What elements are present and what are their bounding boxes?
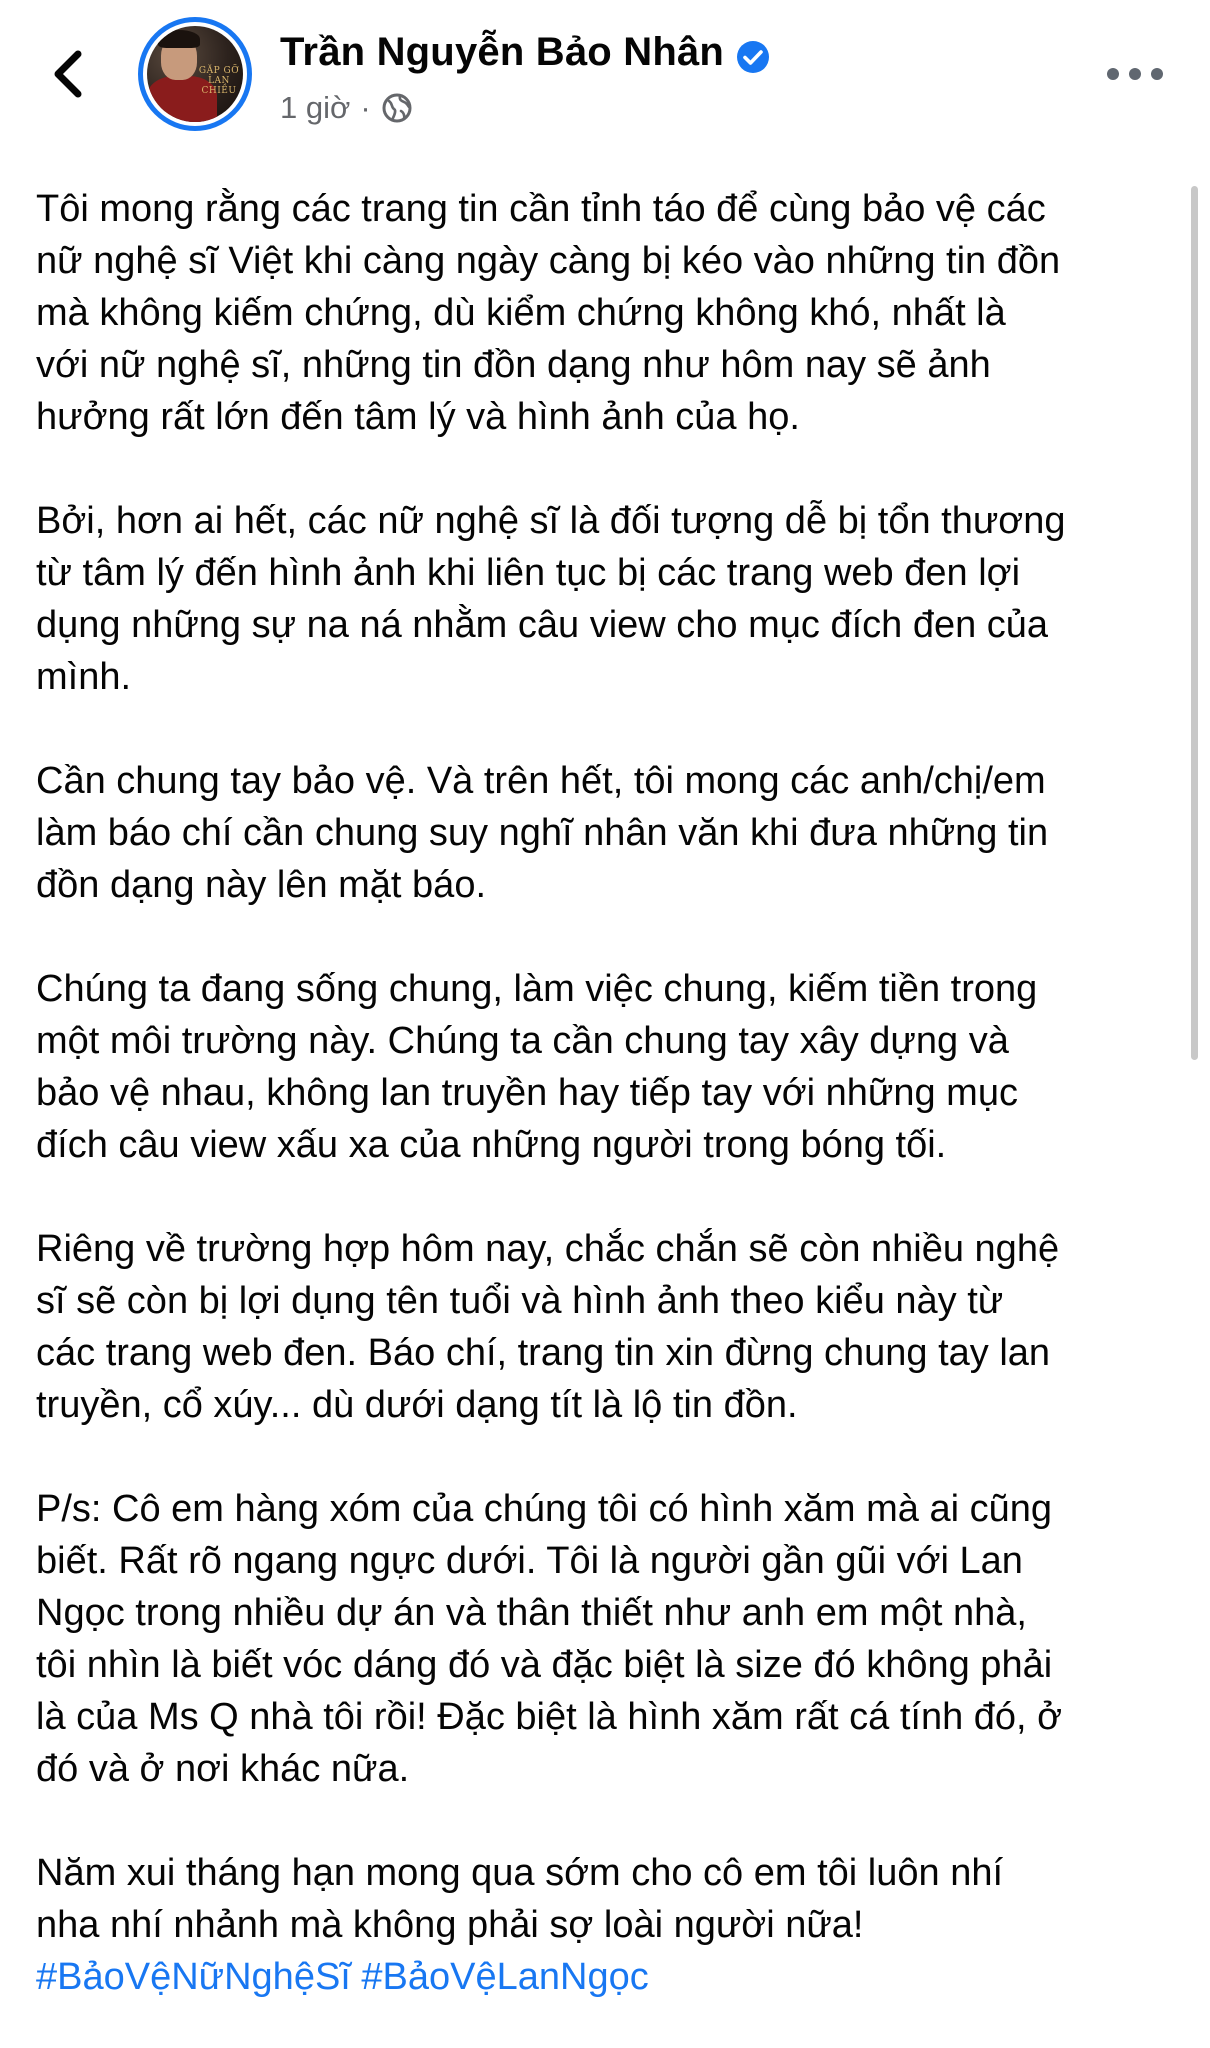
back-button[interactable] — [42, 44, 92, 104]
hashtag-link[interactable]: #BảoVệNữNghệSĩ — [36, 1956, 351, 1998]
post-paragraph: Bởi, hơn ai hết, các nữ nghệ sĩ là đối tượng dễ bị tổn thương từ tâm lý đến hình ảnh khi liên tục bị các trang web đen lợi dụng những sự na ná nhằm câu view cho mục đích đen của mình. — [36, 500, 1066, 698]
hashtag-link[interactable]: #BảoVệLanNgọc — [361, 1956, 649, 1998]
globe-icon[interactable] — [381, 92, 413, 124]
author-name[interactable]: Trần Nguyễn Bảo Nhân — [280, 30, 725, 74]
post-body — [36, 183, 1176, 2003]
post-meta — [280, 90, 413, 126]
post-paragraph: Chúng ta đang sống chung, làm việc chung, kiếm tiền trong một môi trường này. Chúng ta cần chung tay xây dựng và bảo vệ nhau, không lan truyền hay tiếp tay với những mục đích câu view xấu xa của những người trong bóng tối. — [36, 968, 1038, 1166]
avatar-figure-hair — [158, 30, 200, 48]
meta-separator: · — [360, 90, 371, 125]
post-timestamp[interactable]: 1 giờ — [280, 90, 351, 125]
avatar-poster-text: GẶP GỠ LAN CHIỀU — [198, 66, 240, 96]
scrollbar[interactable] — [1191, 186, 1198, 1060]
more-options-button[interactable] — [1100, 62, 1170, 86]
post-paragraph: P/s: Cô em hàng xóm của chúng tôi có hình xăm mà ai cũng biết. Rất rõ ngang ngực dưới. Tôi là người gần gũi với Lan Ngọc trong nhiều dự án và thân thiết như anh em một nhà, tôi nhìn là biết vóc dáng đó và đặc biệt là size đó không phải là của Ms Q nhà tôi rồi! Đặc biệt là hình xăm rất cá tính đó, ở đó và ở nơi khác nữa. — [36, 1488, 1063, 1790]
post-paragraph: Riêng về trường hợp hôm nay, chắc chắn sẽ còn nhiều nghệ sĩ sẽ còn bị lợi dụng tên tuổi và hình ảnh theo kiểu này từ các trang web đen. Báo chí, trang tin xin đừng chung tay lan truyền, cổ xúy... dù dưới dạng tít là lộ tin đồn. — [36, 1228, 1060, 1426]
verified-badge-icon — [736, 40, 770, 74]
chevron-left-icon — [50, 49, 84, 99]
more-horizontal-icon — [1105, 66, 1165, 82]
avatar-image — [147, 26, 243, 122]
hashtag-list — [36, 1951, 1176, 2003]
post-header — [0, 0, 1210, 150]
post-paragraph: Tôi mong rằng các trang tin cần tỉnh táo để cùng bảo vệ các nữ nghệ sĩ Việt khi càng ngày càng bị kéo vào những tin đồn mà không kiếm chứng, dù kiểm chứng không khó, nhất là với nữ nghệ sĩ, những tin đồn dạng như hôm nay sẽ ảnh hưởng rất lớn đến tâm lý và hình ảnh của họ. — [36, 188, 1061, 438]
post-paragraph: Năm xui tháng hạn mong qua sớm cho cô em tôi luôn nhí nha nhí nhảnh mà không phải sợ loài người nữa! — [36, 1852, 1004, 1946]
author-avatar[interactable] — [138, 17, 252, 131]
post-paragraph: Cần chung tay bảo vệ. Và trên hết, tôi mong các anh/chị/em làm báo chí cần chung suy nghĩ nhân văn khi đưa những tin đồn dạng này lên mặt báo. — [36, 760, 1049, 906]
